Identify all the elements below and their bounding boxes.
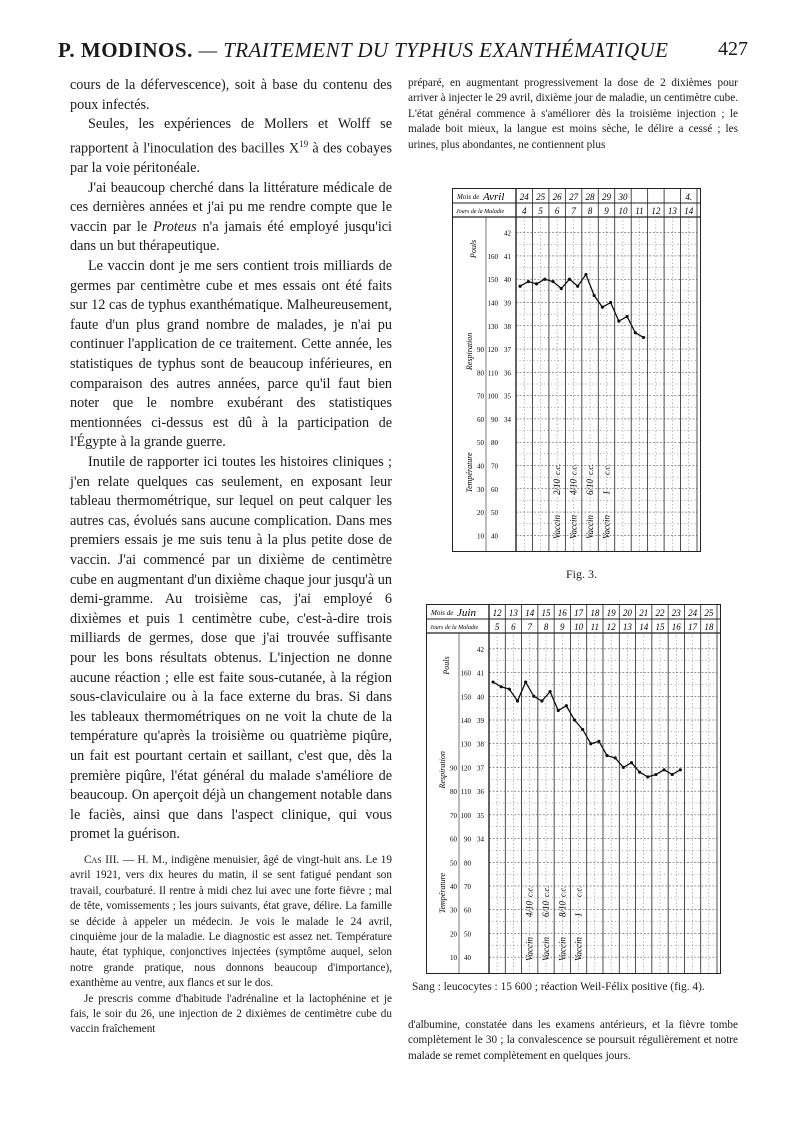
pouls-tick-label: 60	[491, 485, 498, 494]
vaccine-dose: 4/10	[524, 900, 535, 917]
date-label: 4.	[685, 192, 693, 202]
p2-text-end: à des cobayes par la voie péritonéale.	[70, 140, 392, 177]
figure-3-chart	[453, 189, 700, 551]
pouls-tick-label: 160	[460, 669, 471, 678]
temperature-axis-label: Température	[438, 872, 447, 914]
date-label: 12	[492, 608, 502, 618]
respiration-tick-label: 40	[477, 462, 484, 471]
temperature-tick-label: 34	[504, 415, 511, 424]
respiration-tick-label: 10	[450, 954, 457, 963]
left-column	[70, 76, 392, 1038]
paragraph-4: Le vaccin dont je me sers contient trois milliards de germes par centimètre cube et mes essais ont été faits sur 12 cas de typhus exanthématique. Malheureusement, faute d'un plus grand nombre de malades, je n'ai pu continuer l'application de ce traitement. Cette année, les statistiques de typhus sont de beaucoup inférieures, en comparaison des autres années, parce qu'il faut bien noter que le nombre exubérant des statistiques mentionnées ci-dessus est dû à la participation de l'Égypte à la grande guerre.	[70, 258, 392, 451]
illness-day-label: 5	[538, 206, 543, 216]
temperature-point	[589, 742, 592, 745]
pouls-tick-label: 150	[460, 693, 471, 702]
pouls-tick-label: 140	[460, 717, 471, 725]
illness-day-label: 5	[494, 622, 500, 632]
vaccine-dose: 6/10	[585, 478, 596, 495]
header-title: TRAITEMENT DU TYPHUS EXANTHÉMATIQUE	[223, 38, 669, 62]
temperature-tick-label: 40	[504, 276, 511, 285]
date-label: 20	[622, 608, 632, 618]
pouls-tick-label: 40	[491, 532, 498, 541]
paragraph-7: Je prescris comme d'habitude l'adrénaline et la lactophénine et je fais, le soir du 26, une injection de 2 dixièmes de centimètre cube du vaccin fraîchement	[70, 992, 392, 1036]
vaccine-label: Vaccin	[601, 515, 612, 539]
temperature-point	[532, 695, 535, 698]
temperature-point	[573, 718, 576, 721]
pouls-tick-label: 90	[464, 835, 471, 844]
temperature-point	[584, 273, 587, 276]
temperature-point	[543, 278, 546, 281]
month-label: Mois de	[457, 193, 480, 201]
respiration-tick-label: 50	[450, 859, 457, 868]
vaccine-dose: 8/10	[557, 900, 568, 917]
temperature-axis-label: Température	[465, 452, 474, 493]
illness-day-label: 14	[639, 622, 649, 632]
respiration-tick-label: 70	[450, 811, 457, 820]
date-label: 16	[557, 608, 567, 618]
paragraph-5: Inutile de rapporter ici toutes les histoires cliniques ; j'en relate quelques cas seulement, en exposant leur tableau thermométrique, sur lequel on peut calquer les autres cas, évolués sans aucune complication. Dans mes premiers essais je me suis tenu à la plus petite dose de vaccin. J'ai commencé par un dixième de centimètre cube en augmentant d'un dixième chaque jour jusqu'à un demi-gramme. Au troisième cas, j'ai employé 6 dixièmes et puis 1 centimètre cube, c'est-à-dire trois milliards de germes, dose que j'ai trouvée suffisante pour les bons résultats obtenus. L'injection ne donne aucune réaction ; elle est faite sous-cutanée, à la région sous-claviculaire ou à la face externe du bras. Si dans les tableaux thermométriques on ne voit la chute de la température qu'après la troisième ou quatrième piqûre, un fait est pourtant certain et saillant, c'est que, dès la première piqûre, l'état général du malade s'améliore de beaucoup. On aperçoit déjà un changement notable dans le faciès, ainsi que dans l'aspect clinique, qui vous promet la guérison.	[70, 454, 392, 843]
right-top-paragraph: préparé, en augmentant progressivement la dose de 2 dixièmes pour arriver à injecter le 29 avril, dixième jour de maladie, un centimètre cube. L'état général commence à s'améliorer dès la troisième injection ; le malade boit mieux, la langue est moins sèche, le délire a cessé ; les urines, plus abondantes, ne contiennent plus	[408, 77, 738, 151]
temperature-point	[527, 280, 530, 283]
temperature-point	[630, 761, 633, 764]
respiration-tick-label: 20	[477, 509, 484, 518]
respiration-axis-label: Respiration	[438, 751, 447, 789]
temperature-tick-label: 34	[477, 835, 484, 844]
figure-4	[426, 604, 721, 974]
illness-day-label: 13	[622, 622, 632, 632]
date-label: 25	[536, 192, 546, 202]
temperature-point	[551, 280, 554, 283]
paragraph-2	[70, 115, 392, 179]
temperature-tick-label: 41	[477, 669, 484, 678]
illness-day-label: 8	[543, 622, 549, 632]
temperature-point	[519, 285, 522, 288]
temperature-tick-label: 38	[477, 740, 484, 749]
temperature-point	[671, 773, 674, 776]
pouls-tick-label: 150	[487, 276, 498, 285]
temperature-point	[679, 768, 682, 771]
temperature-point	[535, 282, 538, 285]
days-label: Jours de la Maladie	[430, 625, 479, 631]
temperature-tick-label: 39	[504, 299, 511, 308]
temperature-tick-label: 35	[477, 811, 484, 820]
temperature-point	[642, 336, 645, 339]
pouls-tick-label: 80	[491, 439, 498, 448]
illness-day-label: 9	[560, 622, 565, 632]
temperature-point	[576, 285, 579, 288]
respiration-tick-label: 60	[477, 415, 484, 424]
temperature-tick-label: 39	[477, 717, 484, 725]
illness-day-label: 6	[511, 622, 516, 632]
date-label: 18	[590, 608, 600, 618]
temperature-point	[508, 688, 511, 691]
temperature-point	[593, 294, 596, 297]
temperature-point	[625, 315, 628, 318]
p3-text-end: n'a jamais été employé jusqu'ici dans un but thérapeutique.	[70, 218, 392, 255]
temperature-point	[617, 320, 620, 323]
illness-day-label: 7	[527, 622, 532, 632]
illness-day-label: 15	[655, 622, 665, 632]
days-label: Jours de la Maladie	[456, 209, 505, 215]
p3-text: J'ai beaucoup cherché dans la littérature médicale de ces dernières années et j'ai pu me rendre compte que le vaccin par le	[70, 179, 392, 235]
vaccine-dose: 4/10	[568, 478, 579, 495]
header-dash: —	[192, 38, 224, 62]
illness-day-label: 7	[571, 206, 576, 216]
temperature-point	[560, 287, 563, 290]
respiration-tick-label: 20	[450, 930, 457, 939]
vaccine-unit: c.c.	[553, 463, 563, 475]
date-label: 13	[508, 608, 518, 618]
vaccine-label: Vaccin	[568, 515, 579, 539]
respiration-tick-label: 30	[477, 485, 484, 494]
temperature-point	[491, 680, 494, 683]
pouls-tick-label: 160	[487, 252, 498, 261]
temperature-point	[662, 768, 665, 771]
illness-day-label: 17	[688, 622, 698, 632]
vaccine-dose: 6/10	[541, 900, 551, 917]
figure-3-caption: Fig. 3.	[566, 567, 598, 581]
date-label: 28	[585, 192, 595, 202]
vaccine-unit: c.c.	[569, 463, 579, 475]
right-bottom-paragraph: d'albumine, constatée dans les examens antérieurs, et la fièvre tombe complètement le 30 ; la convalescence se poursuit régulièrement et notre malade se remet complètement en quelques jours.	[408, 1019, 738, 1062]
vaccine-unit: c.c.	[602, 463, 612, 475]
temperature-point	[597, 740, 600, 743]
illness-day-label: 11	[635, 206, 644, 216]
vaccine-label: Vaccin	[524, 937, 535, 961]
vaccine-dose: 1	[573, 912, 584, 917]
temperature-point	[614, 756, 617, 759]
month-label: Mois de	[431, 609, 454, 617]
date-label: 24	[519, 192, 529, 202]
p2-text: Seules, les expériences de Mollers et Wolff se rapportent à l'inoculation des bacilles X	[70, 116, 392, 157]
case-3-paragraph	[70, 853, 392, 992]
illness-day-label: 4	[521, 206, 527, 216]
temperature-point	[500, 685, 503, 688]
illness-day-label: 10	[618, 206, 628, 216]
date-label: 27	[569, 192, 579, 202]
vaccine-unit: c.c.	[574, 885, 584, 897]
respiration-tick-label: 60	[450, 835, 457, 844]
illness-day-label: 11	[590, 622, 600, 632]
paragraph-1: cours de la défervescence), soit à base du contenu des poux infectés.	[70, 77, 392, 113]
temperature-point	[581, 728, 584, 731]
illness-day-label: 14	[684, 206, 694, 216]
respiration-tick-label: 80	[477, 369, 484, 378]
header-author: P. MODINOS.	[58, 38, 193, 62]
illness-day-label: 9	[604, 206, 609, 216]
pouls-tick-label: 50	[464, 930, 471, 939]
respiration-tick-label: 40	[450, 883, 457, 891]
respiration-axis-label: Respiration	[465, 332, 474, 371]
pouls-tick-label: 100	[487, 392, 498, 401]
pouls-tick-label: 140	[487, 299, 498, 308]
temperature-tick-label: 37	[477, 764, 484, 773]
pouls-tick-label: 90	[491, 415, 498, 424]
pouls-tick-label: 70	[491, 462, 498, 471]
paragraph-3	[70, 179, 392, 257]
date-label: 14	[525, 608, 535, 618]
vaccine-label: Vaccin	[585, 515, 596, 539]
temperature-point	[634, 331, 637, 334]
temperature-point	[565, 704, 568, 707]
pouls-tick-label: 100	[460, 811, 471, 820]
temperature-point	[557, 709, 560, 712]
illness-day-label: 10	[574, 622, 584, 632]
date-label: 24	[688, 608, 698, 618]
vaccine-unit: c.c.	[542, 885, 551, 897]
page-number: 427	[718, 38, 748, 60]
figure-4-chart	[427, 605, 720, 973]
right-column-bottom	[408, 1018, 738, 1064]
case-3-text: — H. M., indigène menuisier, âgé de vingt-huit ans. Le 19 avril 1921, vers dix heures du matin, il se sent fatigué pendant son travail, courbaturé. Il rentre à midi chez lui avec une forte fièvre ; mal de tête, vomissements ; les jours suivants, état grave, délire. La famille se décide à appeler un médecin. Je vois le malade le 24 avril, cinquième jour de la maladie. Le diagnostic est assez net. Température haute, état typhique, conjonctives injectées (symptôme auquel, selon notre grande pratique, nous donnons beaucoup d'importance), exanthème au ventre, aux flancs et sur le dos.	[70, 853, 392, 990]
illness-day-label: 12	[651, 206, 661, 216]
respiration-tick-label: 80	[450, 788, 457, 797]
pouls-tick-label: 130	[460, 740, 471, 749]
pouls-tick-label: 70	[464, 883, 471, 891]
vaccine-label: Vaccin	[557, 937, 568, 961]
temperature-tick-label: 35	[504, 392, 511, 401]
vaccine-unit: c.c.	[558, 885, 568, 897]
vaccine-label: Vaccin	[552, 515, 563, 539]
temperature-tick-label: 37	[504, 346, 511, 355]
date-label: 26	[552, 192, 562, 202]
temperature-tick-label: 36	[477, 788, 484, 797]
pouls-tick-label: 120	[487, 346, 498, 355]
illness-day-label: 12	[606, 622, 616, 632]
temperature-point	[609, 301, 612, 304]
pouls-axis-label: Pouls	[469, 239, 478, 259]
temperature-point	[540, 699, 543, 702]
date-label: 19	[606, 608, 616, 618]
date-label: 29	[602, 192, 611, 202]
p2-superscript: 19	[299, 138, 309, 149]
vaccine-dose: 2/10	[552, 478, 563, 495]
illness-day-label: 6	[554, 206, 560, 216]
date-label: 30	[618, 192, 628, 202]
vaccine-label: Vaccin	[573, 937, 584, 961]
illness-day-label: 13	[667, 206, 677, 216]
pouls-tick-label: 40	[464, 954, 471, 963]
pouls-tick-label: 110	[487, 369, 498, 378]
illness-day-label: 18	[704, 622, 714, 632]
date-label: 22	[655, 608, 665, 618]
date-label: 17	[574, 608, 584, 618]
temperature-point	[568, 278, 571, 281]
pouls-tick-label: 110	[460, 788, 471, 797]
date-label: 21	[639, 608, 649, 618]
temperature-point	[524, 680, 527, 683]
respiration-tick-label: 70	[477, 392, 484, 401]
temperature-point	[605, 754, 608, 757]
temperature-point	[638, 771, 641, 774]
right-column-top	[408, 76, 738, 153]
temperature-point	[654, 773, 657, 776]
pouls-tick-label: 60	[464, 906, 471, 915]
illness-day-label: 8	[587, 206, 593, 216]
pouls-tick-label: 120	[460, 764, 471, 773]
pouls-tick-label: 50	[491, 509, 498, 518]
vaccine-label: Vaccin	[541, 937, 551, 961]
date-label: 23	[671, 608, 681, 618]
temperature-point	[601, 306, 604, 309]
vaccine-dose: 1	[601, 490, 612, 495]
date-label: 25	[704, 608, 714, 618]
figure-3	[452, 188, 701, 552]
temperature-point	[548, 690, 551, 693]
temperature-tick-label: 38	[504, 322, 511, 331]
temperature-tick-label: 41	[504, 252, 511, 261]
respiration-tick-label: 90	[450, 764, 457, 773]
running-header	[58, 38, 748, 63]
vaccine-unit: c.c.	[525, 885, 535, 897]
pouls-tick-label: 80	[464, 859, 471, 868]
blood-result-caption: Sang : leucocytes : 15 600 ; réaction Weil-Félix positive (fig. 4).	[412, 981, 705, 993]
temperature-tick-label: 42	[477, 645, 484, 654]
pouls-axis-label: Pouls	[442, 656, 451, 675]
month-value: Juin	[457, 607, 476, 619]
illness-day-label: 16	[671, 622, 681, 632]
temperature-tick-label: 40	[477, 693, 484, 702]
temperature-tick-label: 42	[504, 229, 511, 238]
date-label: 15	[541, 608, 551, 618]
temperature-point	[622, 766, 625, 769]
temperature-tick-label: 36	[504, 369, 511, 378]
temperature-point	[516, 699, 519, 702]
case-3-label: Cas III.	[84, 853, 120, 866]
pouls-tick-label: 130	[487, 322, 498, 331]
respiration-tick-label: 30	[450, 906, 457, 915]
respiration-tick-label: 50	[477, 439, 484, 448]
respiration-tick-label: 10	[477, 532, 484, 541]
respiration-tick-label: 90	[477, 346, 484, 355]
vaccine-unit: c.c.	[586, 463, 596, 475]
temperature-point	[646, 775, 649, 778]
month-value: Avril	[483, 191, 505, 203]
p3-proteus: Proteus	[153, 218, 197, 235]
